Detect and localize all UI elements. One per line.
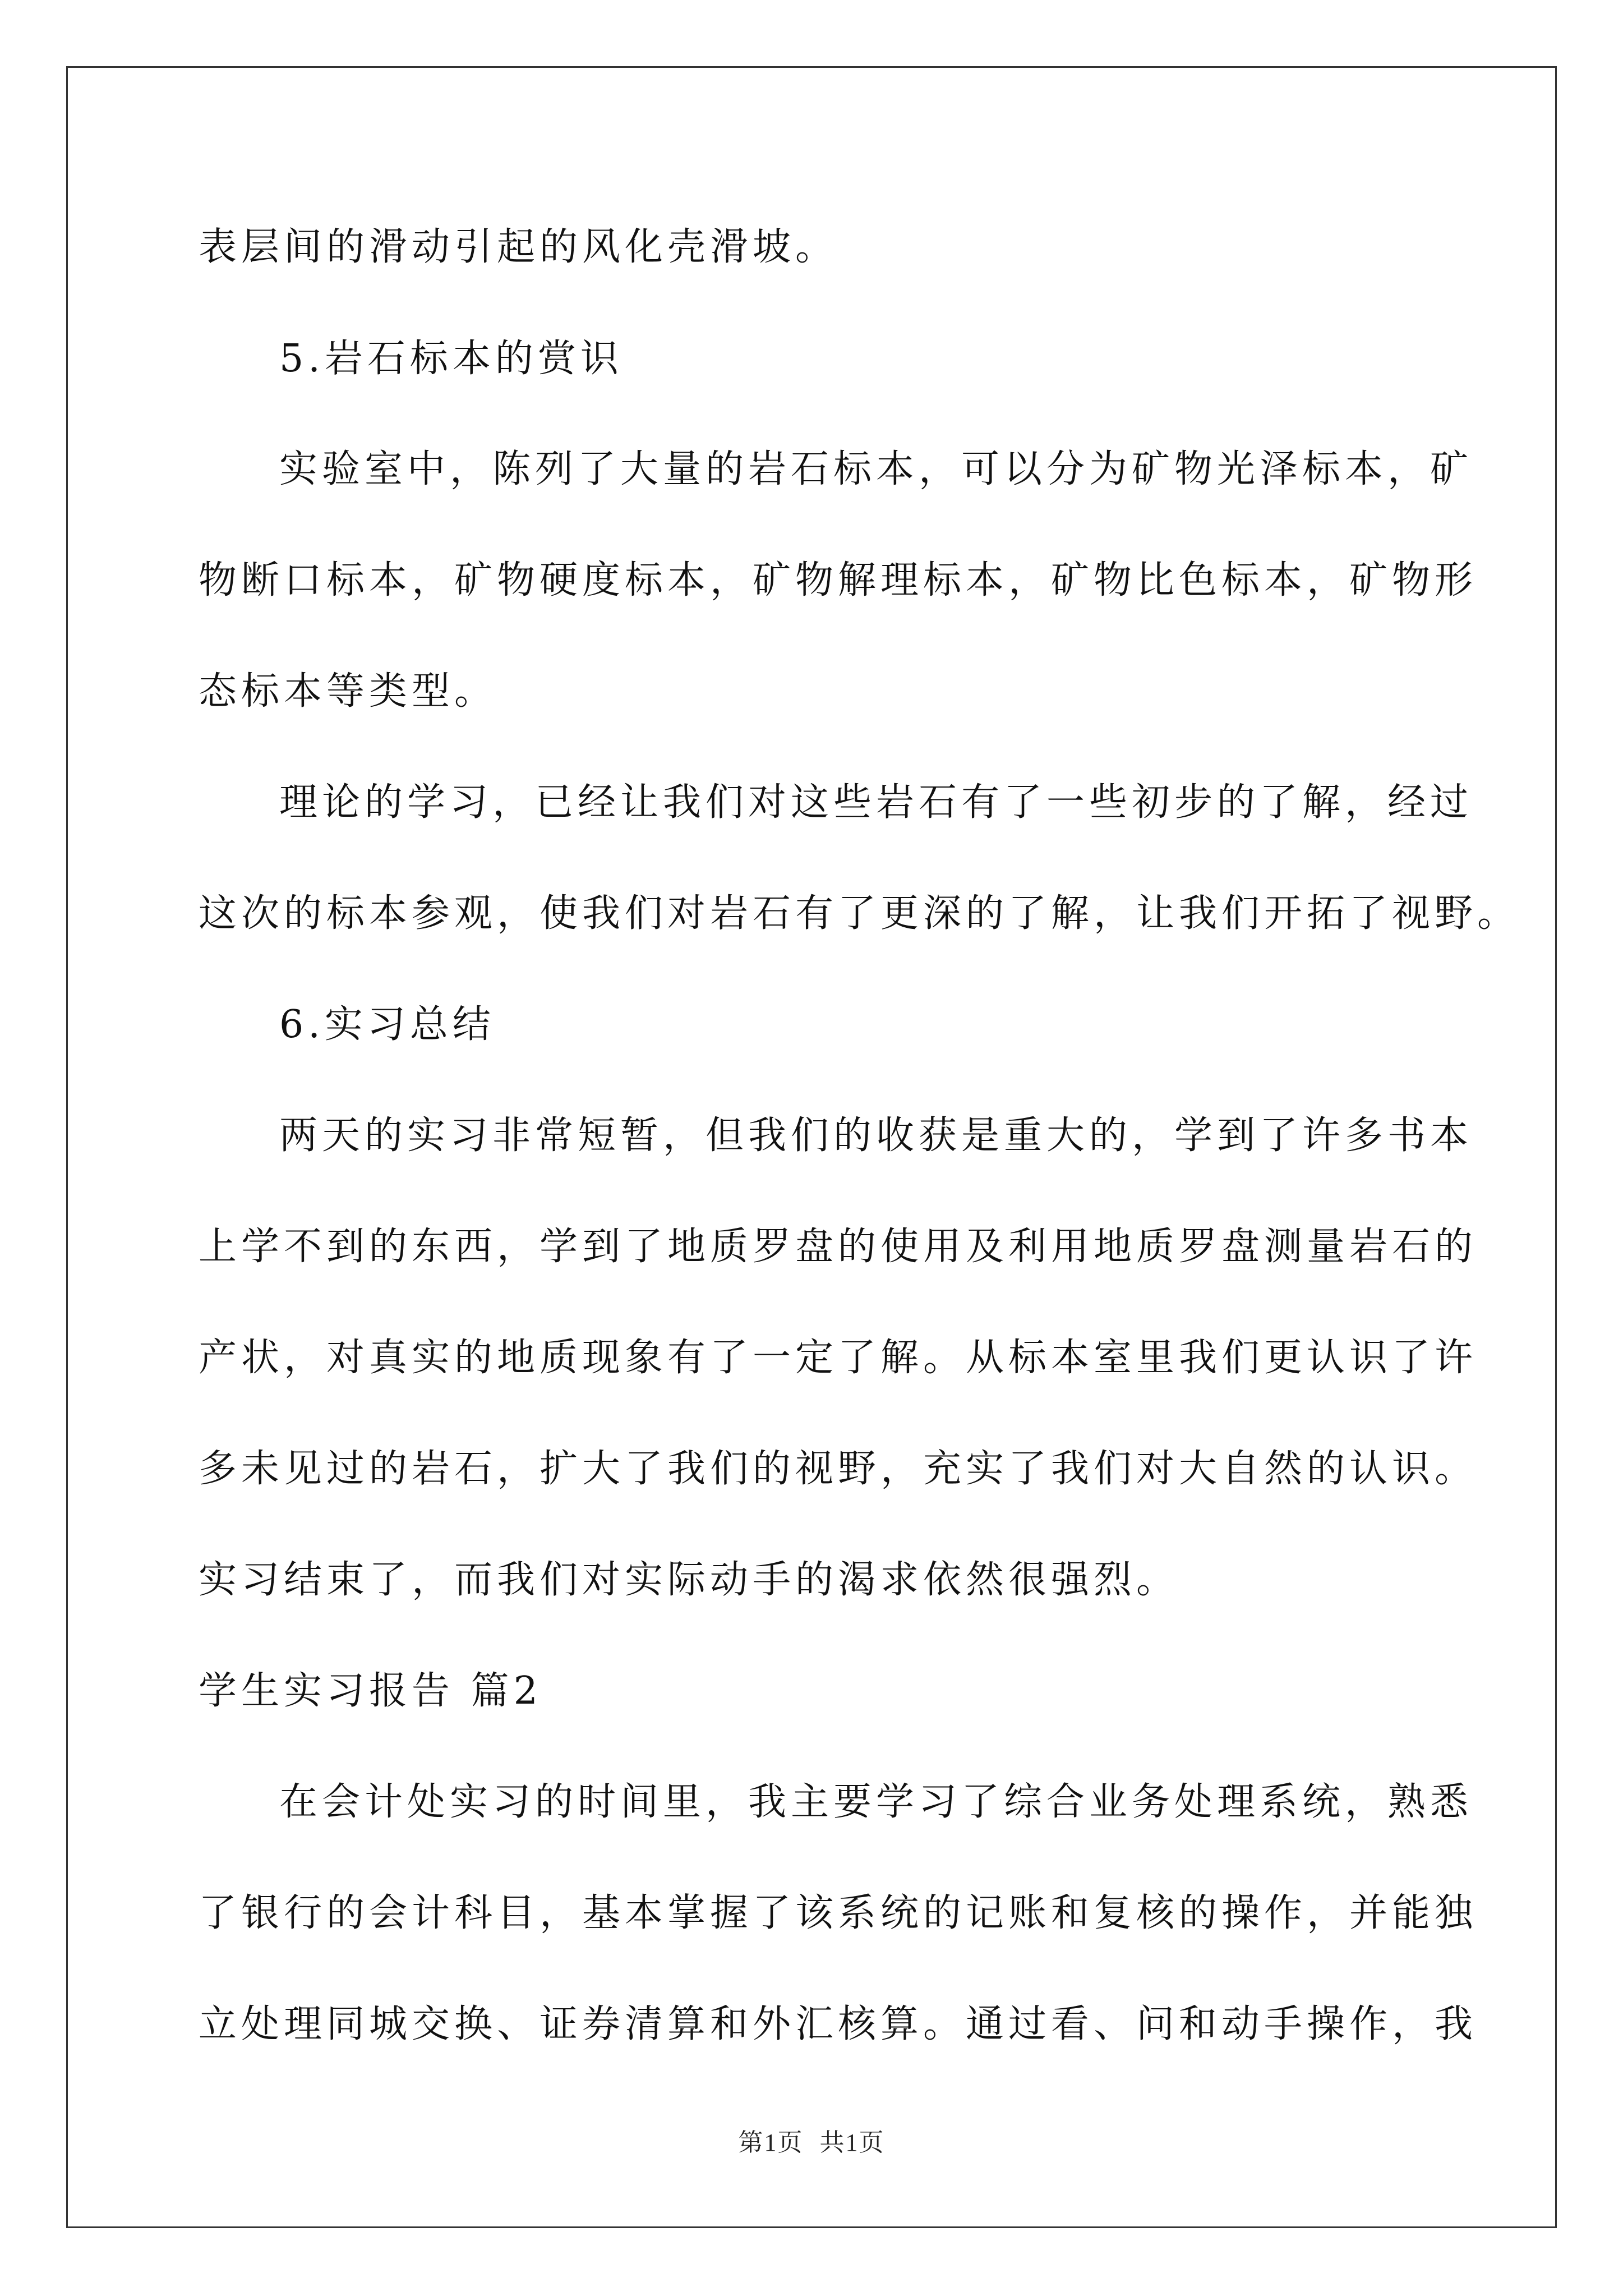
paragraph-line: 了银行的会计科目，基本掌握了该系统的记账和复核的操作，并能独	[199, 1891, 1478, 1935]
paragraph-line: 多未见过的岩石，扩大了我们的视野，充实了我们对大自然的认识。	[199, 1447, 1478, 1491]
page-number-total: 共1页	[819, 2129, 885, 2156]
paragraph-line: 在会计处实习的时间里，我主要学习了综合业务处理系统，熟悉	[279, 1780, 1473, 1824]
section-heading: 5.岩石标本的赏识	[279, 337, 623, 381]
paragraph-line: 物断口标本，矿物硬度标本，矿物解理标本，矿物比色标本，矿物形	[199, 558, 1478, 602]
article-title: 学生实习报告 篇2	[199, 1669, 542, 1713]
paragraph-line: 这次的标本参观，使我们对岩石有了更深的了解，让我们开拓了视野。	[199, 891, 1520, 936]
section-heading: 6.实习总结	[279, 1002, 495, 1047]
paragraph-line: 两天的实习非常短暂，但我们的收获是重大的，学到了许多书本	[279, 1114, 1473, 1158]
paragraph-line: 实验室中，陈列了大量的岩石标本，可以分为矿物光泽标本，矿	[279, 447, 1473, 491]
paragraph-line: 产状，对真实的地质现象有了一定了解。从标本室里我们更认识了许	[199, 1336, 1478, 1380]
page-footer	[0, 2126, 1623, 2160]
paragraph-line: 立处理同城交换、证券清算和外汇核算。通过看、问和动手操作，我	[199, 2002, 1478, 2046]
paragraph-line: 实习结束了，而我们对实际动手的渴求依然很强烈。	[199, 1558, 1179, 1602]
paragraph-line: 态标本等类型。	[199, 669, 497, 714]
paragraph-line: 理论的学习，已经让我们对这些岩石有了一些初步的了解，经过	[279, 780, 1473, 825]
paragraph-line: 上学不到的东西，学到了地质罗盘的使用及利用地质罗盘测量岩石的	[199, 1225, 1478, 1269]
paragraph-line: 表层间的滑动引起的风化壳滑坡。	[199, 225, 838, 269]
page-number-current: 第1页	[738, 2129, 804, 2156]
